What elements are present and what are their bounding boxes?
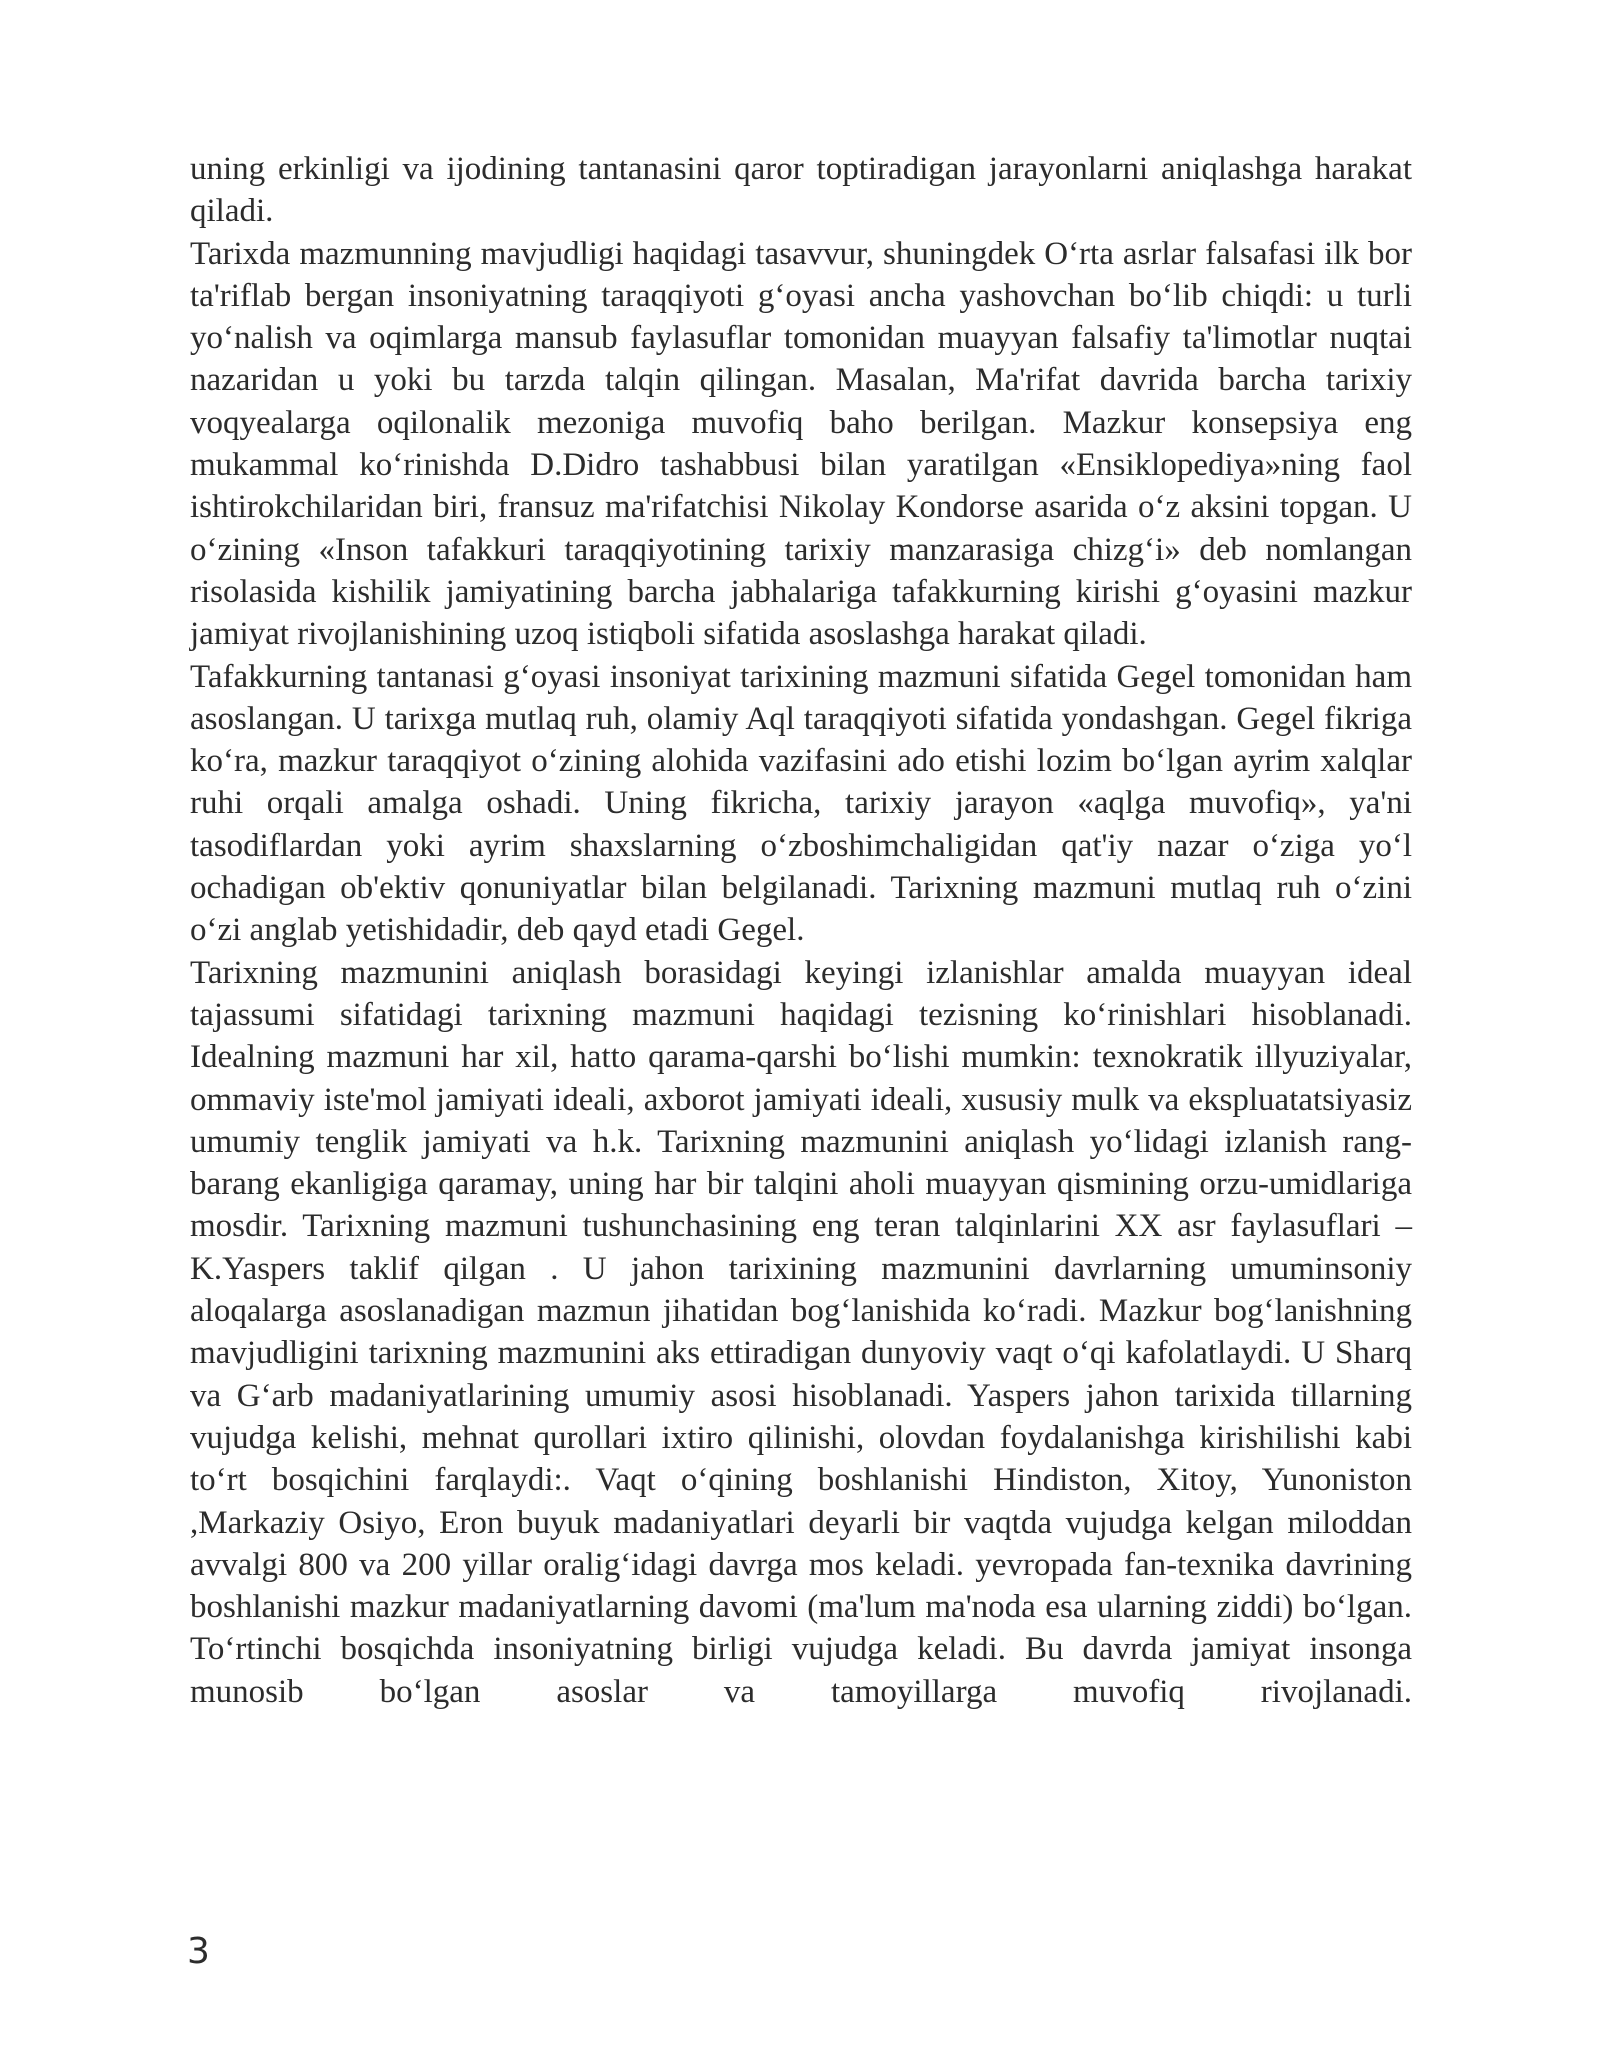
- paragraph-hegel: Tafakkurning tantanasi g‘oyasi insoniyat tarixining mazmuni sifatida Gegel tomonidan ham asoslangan. U tarixga mutlaq ruh, olamiy Aql taraqqiyoti sifatida yondashgan. Gegel fikriga ko‘ra, mazkur taraqqiyot o‘zining alohida vazifasini ado etishi lozim bo‘lgan ayrim xalqlar ruhi orqali amalga oshadi. Uning fikricha, tarixiy jarayon «aqlga muvofiq», ya'ni tasodiflardan yoki ayrim shaxslarning o‘zboshimchaligidan qat'iy nazar o‘ziga yo‘l ochadigan ob'ektiv qonuniyatlar bilan belgilanadi. Tarixning mazmuni mutlaq ruh o‘zini o‘zi anglab yetishidadir, deb qayd etadi Gegel.: [190, 658, 1412, 949]
- page-number: 3: [187, 1931, 210, 1972]
- paragraph-progress-idea: Tarixda mazmunning mavjudligi haqidagi tasavvur, shuningdek O‘rta asrlar falsafasi ilk bor ta'riflab bergan insoniyatning taraqqiyoti g‘oyasi ancha yashovchan bo‘lib chiqdi: u turli yo‘nalish va oqimlarga mansub faylasuflar tomonidan muayyan falsafiy ta'limotlar nuqtai nazaridan u yoki bu tarzda talqin qilingan. Masalan, Ma'rifat davrida barcha tarixiy voqyealarga oqilonalik mezoniga muvofiq baho berilgan. Mazkur konsepsiya eng mukammal ko‘rinishda D.Didro tashabbusi bilan yaratilgan «Ensiklopediya»ning faol ishtirokchilaridan biri, fransuz ma'rifatchisi Nikolay Kondorse asarida o‘z aksini topgan. U o‘zining «Inson tafakkuri taraqqiyotining tarixiy manzarasiga chizg‘i» deb nomlangan risolasida kishilik jamiyatining barcha jabhalariga tafakkurning kirishi g‘oyasini mazkur jamiyat rivojlanishining uzoq istiqboli sifatida asoslashga harakat qiladi.: [190, 235, 1412, 653]
- paragraph-jaspers: Tarixning mazmunini aniqlash borasidagi keyingi izlanishlar amalda muayyan ideal tajassumi sifatidagi tarixning mazmuni haqidagi tezisning ko‘rinishlari hisoblanadi. Idealning mazmuni har xil, hatto qarama-qarshi bo‘lishi mumkin: texnokratik illyuziyalar, ommaviy iste'mol jamiyati ideali, axborot jamiyati ideali, xususiy mulk va ekspluatatsiyasiz umumiy tenglik jamiyati va h.k. Tarixning mazmunini aniqlash yo‘lidagi izlanish rang-barang ekanligiga qaramay, uning har bir talqini aholi muayyan qismining orzu-umidlariga mosdir. Tarixning mazmuni tushunchasining eng teran talqinlarini XX asr faylasuflari –K.Yaspers taklif qilgan . U jahon tarixining mazmunini davrlarning umuminsoniy aloqalarga asoslanadigan mazmun jihatidan bog‘lanishida ko‘radi. Mazkur bog‘lanishning mavjudligini tarixning mazmunini aks ettiradigan dunyoviy vaqt o‘qi kafolatlaydi. U Sharq va G‘arb madaniyatlarining umumiy asosi hisoblanadi. Yaspers jahon tarixida tillarning vujudga kelishi, mehnat qurollari ixtiro qilinishi, olovdan foydalanishga kirishilishi kabi to‘rt bosqichini farqlaydi:. Vaqt o‘qining boshlanishi Hindiston, Xitoy, Yunoniston ,Markaziy Osiyo, Eron buyuk madaniyatlari deyarli bir vaqtda vujudga kelgan miloddan avvalgi 800 va 200 yillar oralig‘idagi davrga mos keladi. yevropada fan-texnika davrining boshlanishi mazkur madaniyatlarning davomi (ma'lum ma'noda esa ularning ziddi) bo‘lgan. To‘rtinchi bosqichda insoniyatning birligi vujudga keladi. Bu davrda jamiyat insonga munosib bo‘lgan asoslar va tamoyillarga muvofiq rivojlanadi.: [190, 954, 1412, 1710]
- body-text: [190, 148, 1412, 1713]
- paragraph-continuation: uning erkinligi va ijodining tantanasini qaror toptiradigan jarayonlarni aniqlashga harakat qiladi.: [190, 151, 1412, 230]
